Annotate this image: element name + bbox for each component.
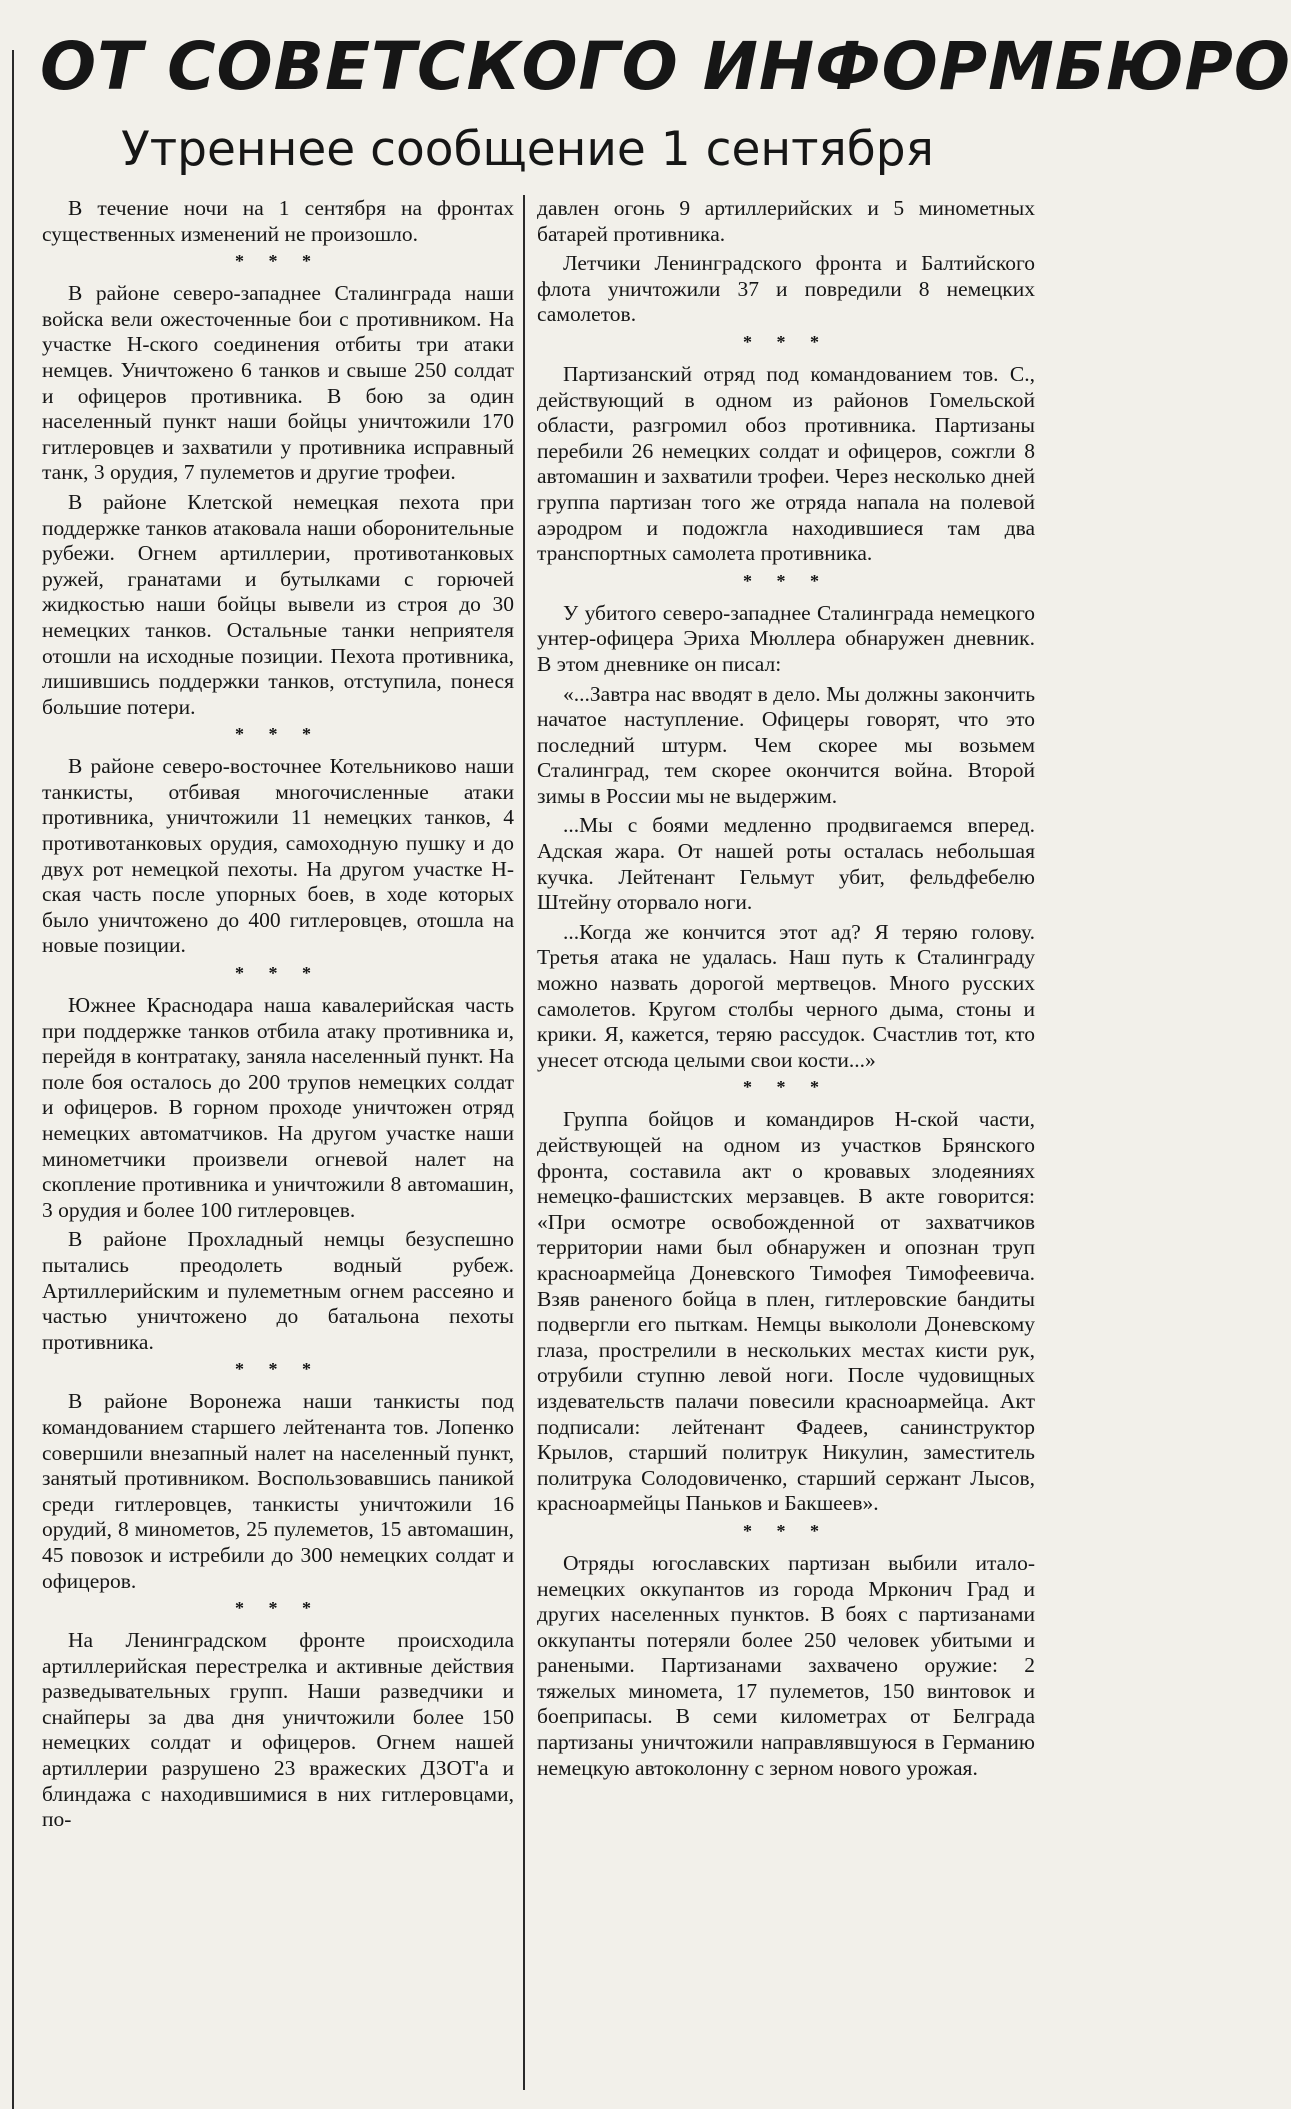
article-paragraph: У убитого северо-западнее Сталинграда немецкого унтер-офицера Эриха Мюллера обнаружен дневник. В этом дневнике он писал: [537, 600, 1035, 676]
diary-quote-paragraph: ...Когда же кончится этот ад? Я теряю голову. Третья атака не удалась. Наш путь к Сталинграду можно назвать дорогой мертвецов. Много русских самолетов. Кругом столбы черного дыма, стоны и крики. Я, кажется, теряю рассудок. Счастлив тот, кто унесет отсюда целыми свои кости...» [537, 919, 1035, 1072]
section-separator: * * * [743, 1077, 829, 1098]
section-separator: * * * [743, 331, 829, 352]
section-separator: * * * [743, 1520, 829, 1541]
article-paragraph: В районе северо-восточнее Котельниково наши танкисты, отбивая многочисленные атаки противника, уничтожили 11 немецких танков, 4 противотанковых орудия, самоходную пушку и до двух рот немецкой пехоты. На другом участке Н-ская часть после упорных боев, в ходе которых было уничтожено до 400 гитлеровцев, отошла на новые позиции. [42, 754, 514, 958]
article-paragraph: В районе Клетской немецкая пехота при поддержке танков атаковала наши оборонительные рубежи. Огнем артиллерии, противотанковых ружей, гранатами и бутылками с горючей жидкостью наши бойцы вывели из строя до 30 немецких танков. Остальные танки неприятеля отошли на исходные позиции. Пехота противника, лишившись поддержки танков, отступила, понеся большие потери. [42, 489, 514, 719]
section-separator: * * * [235, 1598, 321, 1619]
article-paragraph: Группа бойцов и командиров Н-ской части, действующей на одном из участков Брянского фронта, составила акт о кровавых злодеяниях немецко-фашистских мерзавцев. В акте говорится: «При осмотре освобожденной от захватчиков территории нами был обнаружен и опознан труп красноармейца Доневского Тимофея Тимофеевича. Взяв раненого бойца в плен, гитлеровские бандиты подвергли его пыткам. Немцы выкололи Доневскому глаза, прострелили в нескольких местах кисти рук, отрубили ступню левой ноги. После чудовищных издевательств палачи повесили красноармейца. Акт подписали: лейтенант Фадеев, санинструктор Крылов, старший политрук Никулин, заместитель политрука Солодовиченко, старший сержант Лысов, красноармейцы Паньков и Бакшеев». [537, 1107, 1035, 1516]
article-paragraph: В течение ночи на 1 сентября на фронтах существенных изменений не произошло. [42, 196, 514, 246]
article-paragraph: Летчики Ленинградского фронта и Балтийского флота уничтожили 37 и повредили 8 немецких самолетов. [537, 251, 1035, 327]
section-separator: * * * [743, 570, 829, 591]
right-column [537, 196, 1035, 1785]
section-separator: * * * [235, 963, 321, 984]
section-separator: * * * [235, 724, 321, 745]
column-divider-rule [523, 195, 525, 2090]
subheadline: Утреннее сообщение 1 сентября [121, 122, 934, 177]
article-paragraph: Южнее Краснодара наша кавалерийская часть при поддержке танков отбила атаку противника и, перейдя в контратаку, заняла населенный пункт. На поле боя осталось до 200 трупов немецких солдат и офицеров. В горном проходе уничтожен отряд немецких автоматчиков. На другом участке наши минометчики произвели огневой налет на скопление противника и уничтожили 8 автомашин, 3 орудия и более 100 гитлеровцев. [42, 993, 514, 1222]
article-paragraph: Партизанский отряд под командованием тов. С., действующий в одном из районов Гомельской области, разгромил обоз противника. Партизаны перебили 26 немецких солдат и офицеров, сожгли 8 автомашин и захватили трофеи. Через несколько дней группа партизан того же отряда напала на полевой аэродром и подожгла находившиеся там два транспортных самолета противника. [537, 361, 1035, 566]
article-paragraph: В районе Воронежа наши танкисты под командованием старшего лейтенанта тов. Лопенко совершили внезапный налет на населенный пункт, занятый противником. Воспользовавшись паникой среди гитлеровцев, танкисты уничтожили 16 орудий, 8 минометов, 25 пулеметов, 15 автомашин, 45 повозок и истребили до 300 немецких солдат и офицеров. [42, 1389, 514, 1593]
left-column [42, 196, 514, 1837]
diary-quote-paragraph: «...Завтра нас вводят в дело. Мы должны закончить начатое наступление. Офицеры говорят, что это последний штурм. Чем скорее мы возьмем Сталинград, тем скорее окончится война. Второй зимы в России мы не выдержим. [537, 681, 1035, 808]
article-paragraph: В районе северо-западнее Сталинграда наши войска вели ожесточенные бои с противником. На участке Н-ского соединения отбиты три атаки немцев. Уничтожено 6 танков и свыше 250 солдат и офицеров противника. В бою за один населенный пункт наши бойцы уничтожили 170 гитлеровцев и захватили у противника исправный танк, 3 орудия, 7 пулеметов и другие трофеи. [42, 281, 514, 485]
article-paragraph: давлен огонь 9 артиллерийских и 5 минометных батарей противника. [537, 196, 1035, 246]
headline: ОТ СОВЕТСКОГО ИНФОРМБЮРО [40, 28, 1291, 105]
article-paragraph: Отряды югославских партизан выбили итало-немецких оккупантов из города Мрконич Град и других населенных пунктов. В боях с партизанами оккупанты потеряли более 250 человек убитыми и ранеными. Партизанами захвачено оружие: 2 тяжелых миномета, 17 пулеметов, 150 винтовок и боеприпасы. В семи километрах от Белграда партизаны уничтожили направлявшуюся в Германию немецкую автоколонну с зерном нового урожая. [537, 1550, 1035, 1780]
section-separator: * * * [235, 1359, 321, 1380]
section-separator: * * * [235, 251, 321, 272]
diary-quote-paragraph: ...Мы с боями медленно продвигаемся вперед. Адская жара. От нашей роты осталась небольшая кучка. Лейтенант Гельмут убит, фельдфебелю Штейну оторвало ноги. [537, 813, 1035, 915]
left-border-rule [12, 50, 14, 2109]
article-paragraph: На Ленинградском фронте происходила артиллерийская перестрелка и активные действия разведывательных групп. Наши разведчики и снайперы за два дня уничтожили более 150 немецких солдат и офицеров. Огнем нашей артиллерии разрушено 23 вражеских ДЗОТ'а и блиндажа с находившимися в них гитлеровцами, по- [42, 1628, 514, 1832]
article-paragraph: В районе Прохладный немцы безуспешно пытались преодолеть водный рубеж. Артиллерийским и пулеметным огнем рассеяно и частью уничтожено до батальона пехоты противника. [42, 1227, 514, 1354]
